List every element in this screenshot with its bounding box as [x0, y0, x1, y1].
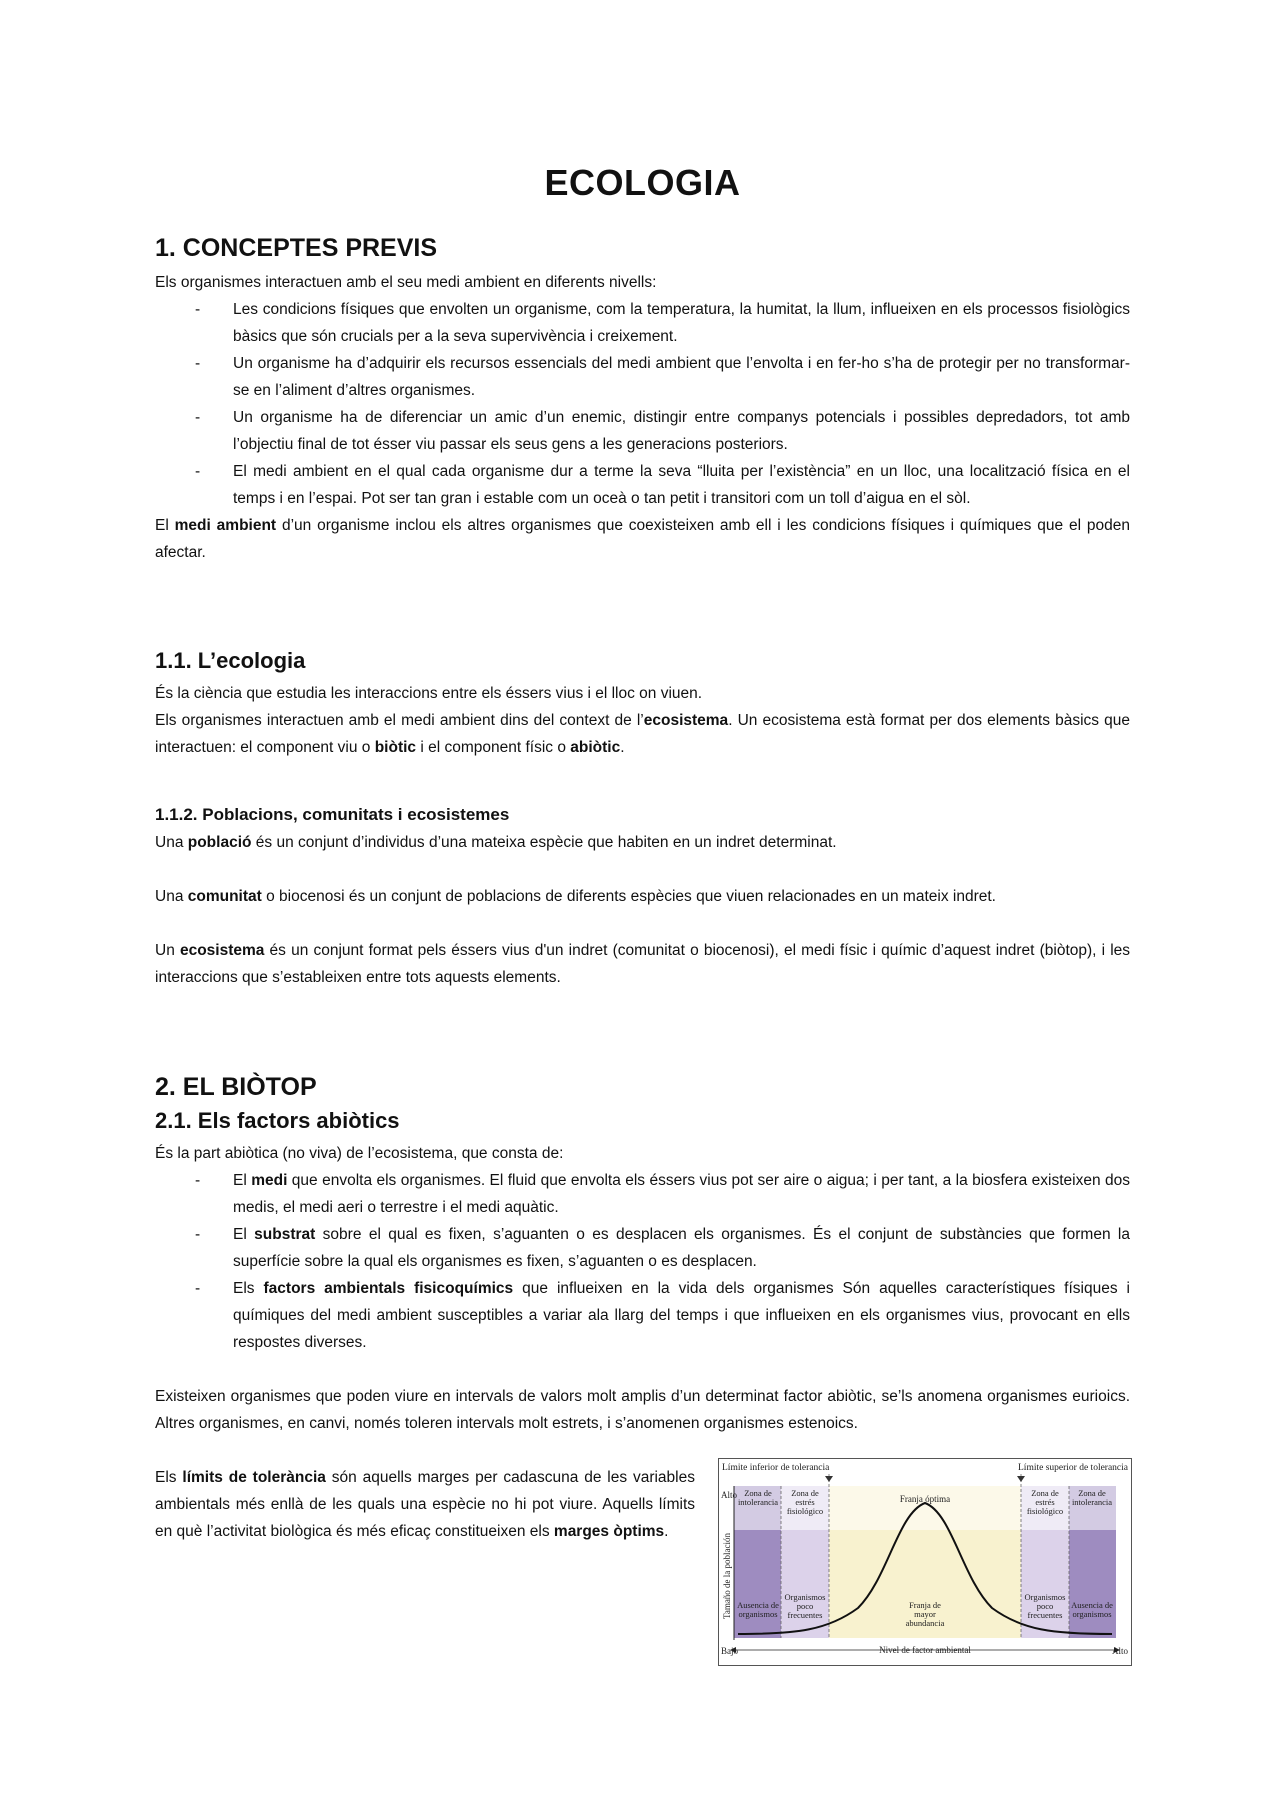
list-item: - El medi que envolta els organismes. El fluid que envolta els éssers vius pot ser aire o aigua; i per tant, a la biosfera existeixen dos medis, el medi aeri o terrestre i el medi aquàtic.: [155, 1167, 1130, 1221]
paragraph: El medi ambient d’un organisme inclou els altres organismes que coexisteixen amb ell i les condicions físiques i químiques que el poden afectar.: [155, 517, 1131, 561]
label-stress-right: Zona de estrés fisiológico: [1026, 1488, 1064, 1516]
label-intolerance-left: Zona de intolerancia: [737, 1488, 779, 1507]
x-axis-title: Nivel de factor ambiental: [879, 1645, 971, 1655]
tolerance-diagram: [718, 1458, 1132, 1666]
paragraph: Una comunitat o biocenosi és un conjunt de poblacions de diferents espècies que viuen relacionades en un mateix indret.: [155, 888, 996, 905]
label-stress-left: Zona de estrés fisiológico: [786, 1488, 824, 1516]
list-item: - El substrat sobre el qual es fixen, s’aguanten o es desplacen els organismes. És el conjunt de substàncies que formen la superfície sobre la qual els organismes es fixen, s’aguanten o es desplacen.: [155, 1221, 1130, 1275]
list-item: - Les condicions físiques que envolten un organisme, com la temperatura, la humitat, la llum, influeixen en els processos fisiològics bàsics que són crucials per a la seva supervivència i creixement.: [155, 296, 1130, 350]
section-heading-poblacions: 1.1.2. Poblacions, comunitats i ecosistemes: [155, 805, 510, 824]
list-item: - Un organisme ha d’adquirir els recursos essencials del medi ambient que l’envolta i en fer-ho s’ha de protegir per no transformar-se en l’aliment d’altres organismes.: [155, 350, 1130, 404]
list-item: - Un organisme ha de diferenciar un amic d’un enemic, distingir entre companys potencials i possibles depredadors, tot amb l’objectiu final de tot ésser viu passar els seus gens a les generacions posteriors.: [155, 404, 1130, 458]
list-item: - Els factors ambientals fisicoquímics que influeixen en la vida dels organismes Són aquelles característiques físiques i químiques del medi ambient susceptibles a variar ala llarg del temps i que influeixen en els organismes vius, provocant en ells respostes diverses.: [155, 1275, 1130, 1356]
tolerance-section: [155, 1464, 1130, 1674]
paragraph: Existeixen organismes que poden viure en intervals de valors molt amplis d’un determinat factor abiòtic, se’ls anomena organismes eurioics. Altres organismes, en canvi, només toleren intervals molt estrets, i s’anomenen organismes estenoics.: [155, 1388, 1130, 1432]
y-axis-low: Bajo: [721, 1646, 738, 1656]
list-item: - El medi ambient en el qual cada organisme dur a terme la seva “lluita per l’existència” en un lloc, una localització física en el temps i en l’espai. Pot ser tan gran i estable com un oceà o tan petit i transitori com un toll d’aigua en el sòl.: [155, 458, 1130, 512]
y-axis-title: Tamaño de la población: [722, 1532, 732, 1620]
label-lower-limit: Límite inferior de tolerancia: [722, 1463, 830, 1473]
label-intolerance-right: Zona de intolerancia: [1071, 1488, 1113, 1507]
bullet-list: [155, 1167, 1130, 1356]
label-rare-right: Organismos poco frecuentes: [1024, 1592, 1066, 1620]
paragraph: Una població és un conjunt d’individus d’una mateixa espècie que habiten en un indret determinat.: [155, 834, 837, 851]
paragraph: És la part abiòtica (no viva) de l’ecosistema, que consta de:: [155, 1145, 564, 1162]
y-axis-high: Alto: [721, 1490, 738, 1500]
x-axis-high: Alto: [1111, 1646, 1128, 1656]
document-title: ECOLOGIA: [544, 162, 741, 203]
label-abundance: Franja de mayor abundancia: [905, 1600, 945, 1628]
paragraph: És la ciència que estudia les interaccions entre els éssers vius i el lloc on viuen.: [155, 685, 703, 702]
paragraph: Un ecosistema és un conjunt format pels éssers vius d'un indret (comunitat o biocenosi), el medi físic i químic d’aquest indret (biòtop), i les interaccions que s’estableixen entre tots aquests elements.: [155, 942, 1131, 986]
paragraph: Els límits de tolerància són aquells marges per cadascuna de les variables ambientals més enllà de les quals una espècie no hi pot viure. Aquells límits en què l’activitat biològica és més eficaç constitueixen els marges òptims.: [155, 1469, 695, 1540]
paragraph: Els organismes interactuen amb el seu medi ambient en diferents nivells:: [155, 274, 657, 291]
section-heading-biotop: 2. EL BIÒTOP: [155, 1073, 317, 1101]
bullet-list: [155, 296, 1130, 512]
section-heading-factors: 2.1. Els factors abiòtics: [155, 1108, 400, 1133]
document-content: [155, 150, 1130, 1674]
label-absence-right: Ausencia de organismos: [1071, 1600, 1113, 1619]
tolerance-figure: [718, 1458, 1132, 1666]
label-absence-left: Ausencia de organismos: [737, 1600, 779, 1619]
label-upper-limit: Límite superior de tolerancia: [1018, 1463, 1128, 1473]
label-rare-left: Organismos poco frecuentes: [784, 1592, 826, 1620]
section-heading-conceptes: 1. CONCEPTES PREVIS: [155, 234, 438, 262]
section-heading-ecologia: 1.1. L’ecologia: [155, 648, 306, 673]
paragraph: Els organismes interactuen amb el medi ambient dins del context de l’ecosistema. Un ecosistema està format per dos elements bàsics que interactuen: el component viu o biòtic i el component físic o abiòtic.: [155, 712, 1130, 756]
label-optimal: Franja óptima: [899, 1494, 951, 1504]
